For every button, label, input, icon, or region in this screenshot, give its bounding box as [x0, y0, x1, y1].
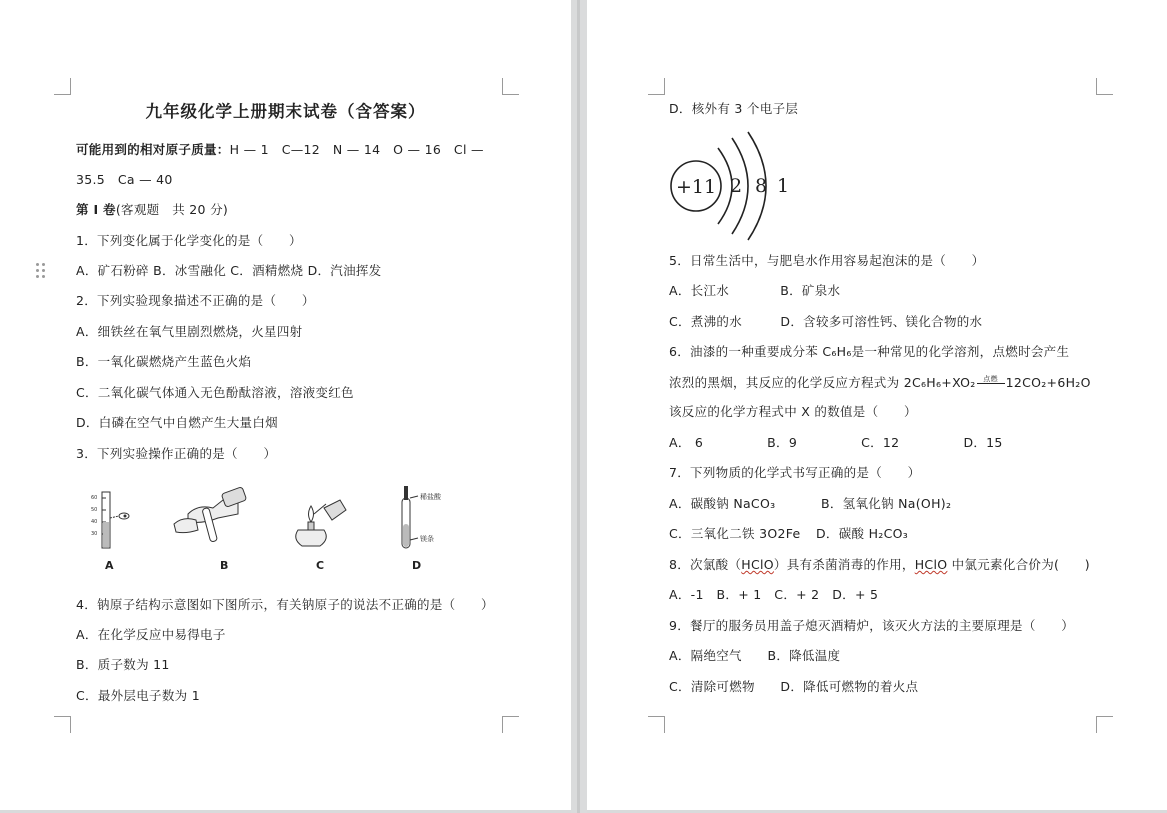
- sodium-atom-diagram: [666, 128, 796, 243]
- question-2: 2．下列实验现象描述不正确的是（ ）: [76, 293, 315, 308]
- crop-mark-top-right: [1096, 78, 1113, 95]
- shell-1-electrons: 2: [730, 175, 743, 197]
- crop-mark-top-left: [648, 78, 665, 95]
- question-6-line-1: 6．油漆的一种重要成分苯 C₆H₆是一种常见的化学溶剂，点燃时会产生: [669, 344, 1070, 359]
- figure-label-a: A: [105, 559, 114, 572]
- question-8-suffix: 中氯元素化合价为( ): [947, 557, 1090, 572]
- crop-mark-bottom-right: [1096, 716, 1113, 733]
- condition-label: 点燃: [983, 374, 998, 383]
- question-1-options: A．矿石粉碎 B．冰雪融化 C．酒精燃烧 D．汽油挥发: [76, 263, 382, 278]
- equation-bar: [977, 383, 1005, 384]
- magnesium-label: 镁条: [420, 535, 434, 543]
- question-8-middle: ）具有杀菌消毒的作用，: [773, 557, 915, 572]
- question-6-line-3: 该反应的化学方程式中 X 的数值是（ ）: [669, 404, 917, 419]
- question-2-option-b: B．一氧化碳燃烧产生蓝色火焰: [76, 354, 252, 369]
- formula-hclo: HClO: [741, 557, 774, 572]
- question-7-option-c: C．三氧化二铁 3O2Fe: [669, 526, 801, 541]
- crop-mark-bottom-right: [502, 716, 519, 733]
- lab-operations-figure: [88, 484, 448, 554]
- question-5: 5．日常生活中，与肥皂水作用容易起泡沫的是（ ）: [669, 253, 985, 268]
- scale-label-30: 30: [91, 531, 98, 537]
- paragraph-drag-handle[interactable]: [36, 263, 46, 279]
- question-7-option-d: D．碳酸 H₂CO₃: [816, 526, 909, 541]
- equation-reactants: 2C₆H₆+XO₂: [903, 375, 976, 390]
- question-4-option-b: B．质子数为 11: [76, 657, 170, 672]
- question-5-options-ab: A．长江水 B．矿泉水: [669, 283, 841, 298]
- crop-mark-bottom-left: [54, 716, 71, 733]
- nucleus-charge: +11: [675, 176, 717, 198]
- scale-label-40: 40: [91, 519, 98, 525]
- question-4-option-d: D．核外有 3 个电子层: [669, 101, 799, 116]
- scale-label-50: 50: [91, 507, 98, 513]
- section-title: 第 I 卷: [76, 202, 116, 217]
- question-9-options-cd: C．清除可燃物 D．降低可燃物的着火点: [669, 679, 919, 694]
- figure-c-alcohol-lamp: [296, 500, 346, 546]
- atomic-masses-line-2: 35.5 Ca — 40: [76, 172, 173, 187]
- figure-b-pouring: [174, 487, 247, 543]
- crop-mark-bottom-left: [648, 716, 665, 733]
- question-7-option-b: B．氢氧化钠 Na(OH)₂: [821, 496, 952, 511]
- section-heading: [76, 202, 228, 218]
- question-9-options-ab: A．隔绝空气 B．降低温度: [669, 648, 841, 663]
- question-8: [669, 557, 1090, 573]
- question-6-options: A． 6 B．9 C．12 D．15: [669, 435, 1003, 450]
- question-4-option-c: C．最外层电子数为 1: [76, 688, 200, 703]
- figure-label-b: B: [220, 559, 229, 572]
- question-2-option-a: A．细铁丝在氧气里剧烈燃烧，火星四射: [76, 324, 303, 339]
- question-5-options-cd: C．煮沸的水 D．含较多可溶性钙、镁化合物的水: [669, 314, 983, 329]
- reaction-condition: [976, 374, 1006, 391]
- question-3: 3．下列实验操作正确的是（ ）: [76, 446, 277, 461]
- formula-hclo-2: HClO: [914, 557, 948, 572]
- question-8-options: A．-1 B．+ 1 C．+ 2 D．+ 5: [669, 587, 879, 602]
- figure-a-cylinder: [91, 492, 129, 548]
- acid-label: 稀盐酸: [420, 493, 441, 501]
- atomic-masses-label: 可能用到的相对原子质量：: [76, 142, 230, 157]
- question-1: 1．下列变化属于化学变化的是（ ）: [76, 233, 302, 248]
- crop-mark-top-right: [502, 78, 519, 95]
- figure-label-c: C: [316, 559, 325, 572]
- scale-label-60: 60: [91, 495, 98, 501]
- atomic-masses-line: [76, 142, 484, 158]
- atomic-masses-values: H — 1 C—12 N — 14 O — 16 Cl —: [229, 142, 484, 157]
- question-4: 4．钠原子结构示意图如下图所示，有关钠原子的说法不正确的是（ ）: [76, 597, 494, 612]
- question-7-option-a: A．碳酸钠 NaCO₃: [669, 496, 776, 511]
- question-2-option-d: D．白磷在空气中自燃产生大量白烟: [76, 415, 278, 430]
- section-note: (客观题 共 20 分): [115, 202, 229, 217]
- question-6-text: 浓烈的黑烟，其反应的化学反应方程式为: [669, 375, 904, 390]
- page-title: 九年级化学上册期末试卷（含答案）: [145, 102, 426, 121]
- question-9: 9．餐厅的服务员用盖子熄灭酒精炉，该灭火方法的主要原理是（ ）: [669, 618, 1075, 633]
- crop-mark-top-left: [54, 78, 71, 95]
- question-4-option-a: A．在化学反应中易得电子: [76, 627, 226, 642]
- figure-label-d: D: [412, 559, 422, 572]
- page-divider: [577, 0, 580, 813]
- question-2-option-c: C．二氧化碳气体通入无色酚酞溶液，溶液变红色: [76, 385, 354, 400]
- shell-2-electrons: 8: [755, 175, 768, 197]
- figure-d-test-tube: [402, 486, 442, 548]
- question-6-line-2: [669, 375, 1091, 391]
- equation-products: 12CO₂+6H₂O: [1005, 375, 1091, 390]
- shell-3-electrons: 1: [777, 175, 790, 197]
- question-7: 7．下列物质的化学式书写正确的是（ ）: [669, 465, 921, 480]
- question-8-prefix: 8．次氯酸（: [669, 557, 742, 572]
